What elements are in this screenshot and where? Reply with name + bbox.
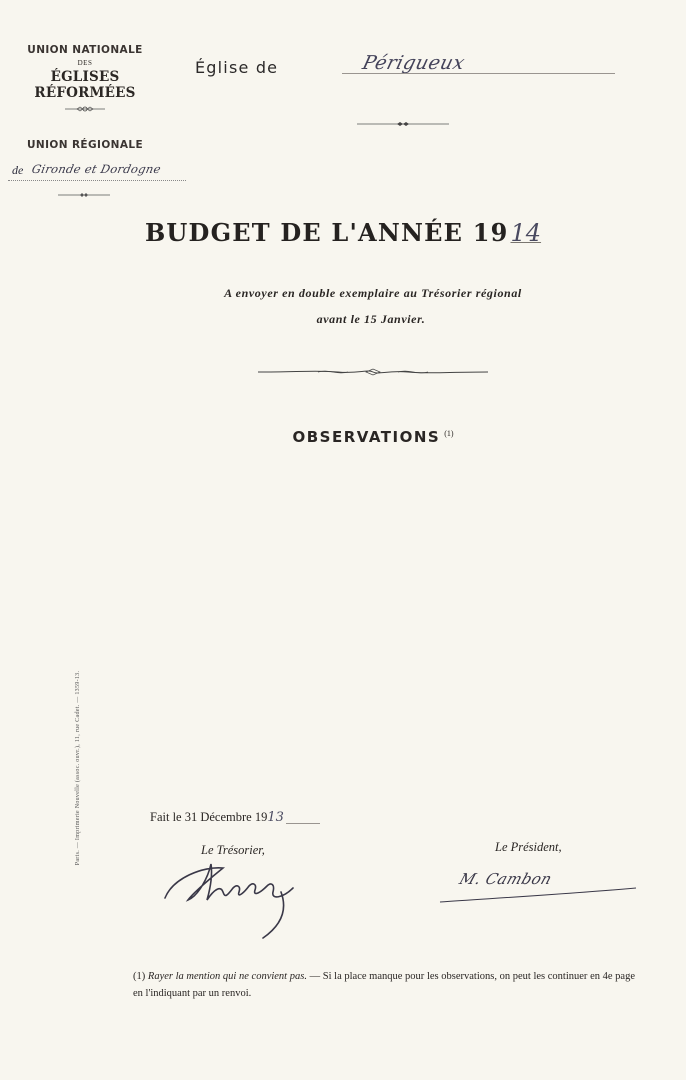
eglise-underline xyxy=(342,73,615,74)
budget-title-year: 14 xyxy=(510,219,542,247)
union-nationale-label: UNION NATIONALE xyxy=(27,44,143,56)
title-ornament-icon xyxy=(258,367,488,377)
tresorier-signature-icon xyxy=(163,858,303,943)
observations-note-ref: (1) xyxy=(444,428,454,438)
footnote-rest: — Si la place manque pour les observations, on peut les continuer en 4e page en l'indiquant par un renvoi. xyxy=(133,971,636,999)
region-handwritten: Gironde et Dordogne xyxy=(30,162,163,176)
fait-text: Fait le 31 Décembre 19 xyxy=(150,810,268,824)
printer-note: Paris. — Imprimerie Nouvelle (assoc. ouvr.), 11, rue Cadet. — 1359-13. xyxy=(75,670,81,866)
budget-title-text: BUDGET DE L'ANNÉE 19 xyxy=(144,218,509,247)
eglise-ornament-icon xyxy=(357,120,449,128)
fait-underline xyxy=(286,823,320,824)
region-dotted-line xyxy=(8,180,186,181)
eglise-handwritten: Périgueux xyxy=(360,52,468,74)
president-label: Le Président, xyxy=(495,840,562,854)
president-signature xyxy=(438,870,638,910)
des-label: DES xyxy=(77,59,93,67)
president-signature-flourish-icon xyxy=(438,882,638,904)
observations-label: OBSERVATIONS xyxy=(292,428,441,446)
footnote-italic: Rayer la mention qui ne convient pas. xyxy=(147,971,307,982)
instruction-line-1: A envoyer en double exemplaire au Trésorier régional xyxy=(224,286,522,300)
president-signature-text: M. Cambon xyxy=(457,870,555,888)
eglises-reformees-label: ÉGLISES RÉFORMÉES xyxy=(34,69,136,101)
union-nationale-block xyxy=(0,44,170,117)
observations-heading xyxy=(0,428,686,447)
ornament-divider-icon xyxy=(65,105,105,113)
footnote-ref: (1) xyxy=(133,971,146,982)
region-prefix: de xyxy=(12,163,24,177)
union-regionale-label: UNION RÉGIONALE xyxy=(26,139,144,151)
budget-title xyxy=(0,218,686,247)
eglise-label: Église de xyxy=(195,58,279,77)
footnote xyxy=(133,968,635,1002)
region-ornament-icon xyxy=(58,192,110,198)
region-field xyxy=(8,163,186,185)
union-regionale-block xyxy=(0,139,170,151)
tresorier-label: Le Trésorier, xyxy=(201,843,265,857)
eglise-field xyxy=(195,52,615,82)
fait-line xyxy=(150,808,320,828)
fait-year-handwritten: 13 xyxy=(267,810,284,825)
instruction-line-2: avant le 15 Janvier. xyxy=(316,312,426,326)
